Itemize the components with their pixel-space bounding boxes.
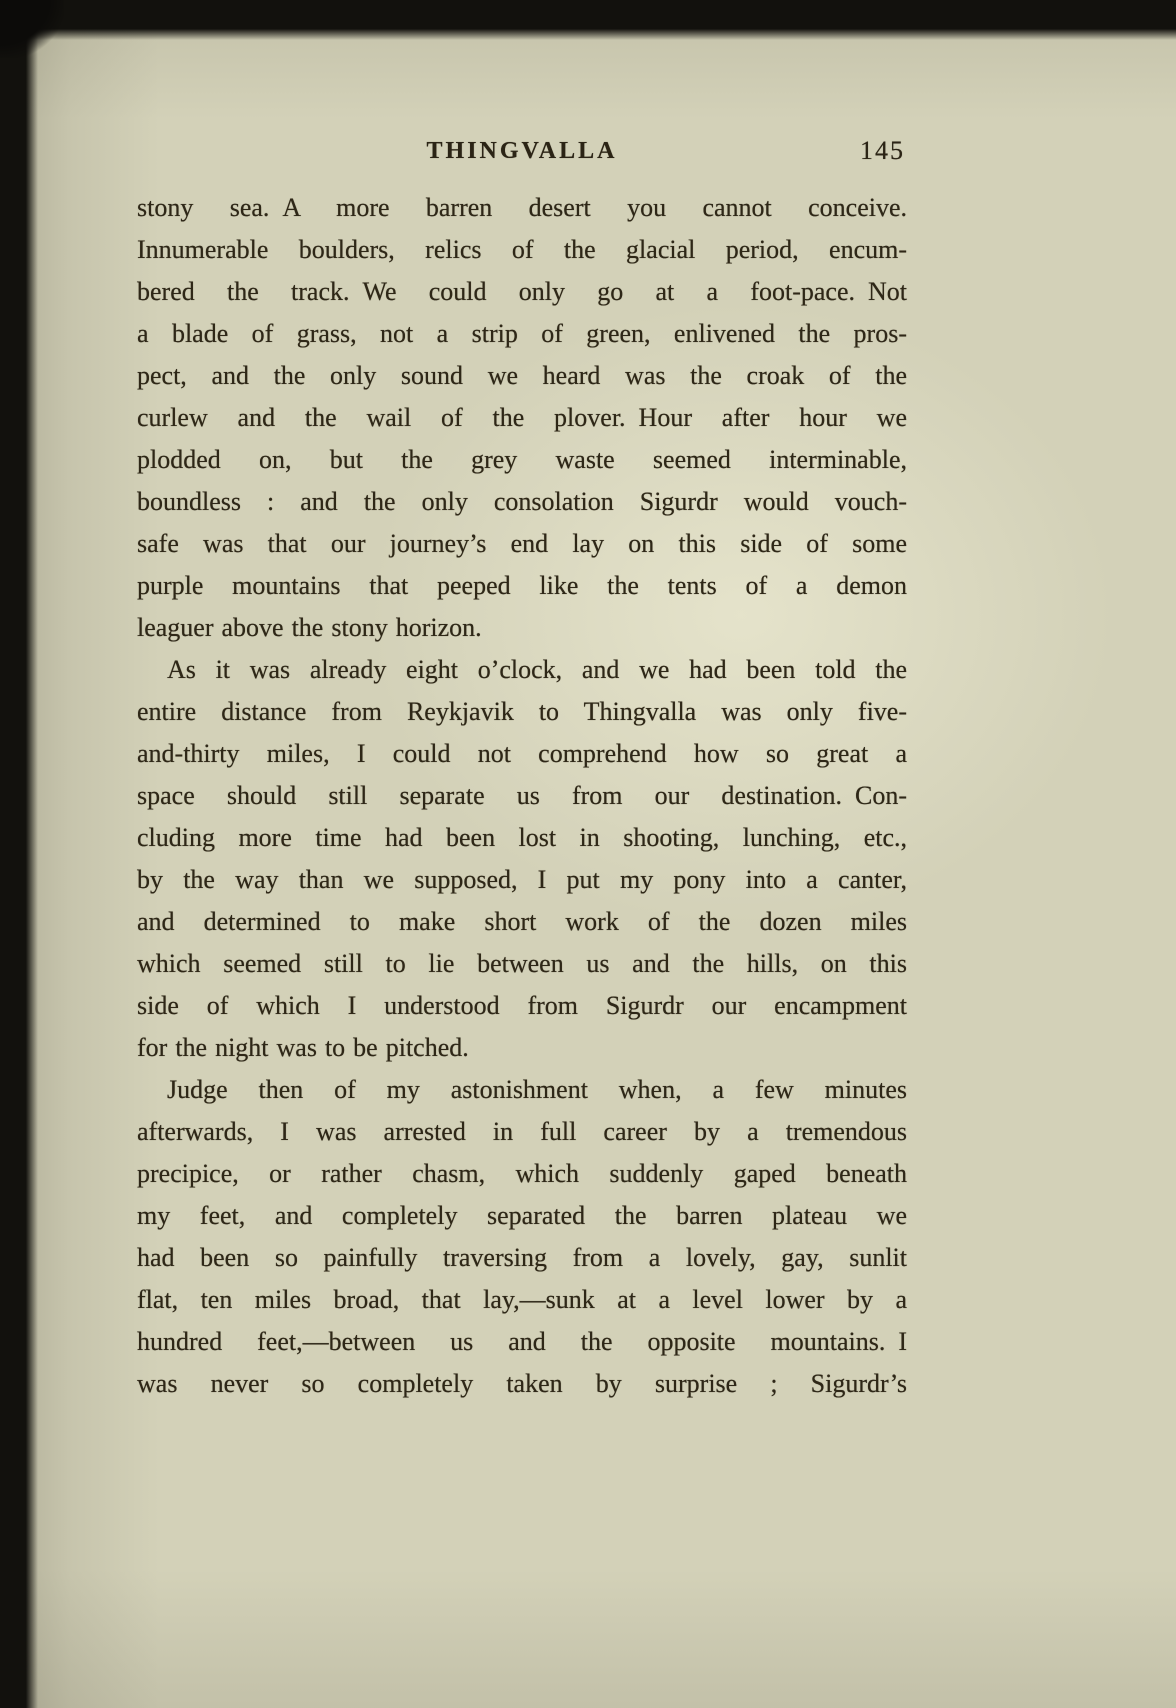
text-line: boundless : and the only consolation Sigurdr would vouch- — [137, 487, 907, 516]
text-line: which seemed still to lie between us and the hills, on this — [137, 949, 907, 978]
text-line: stony sea. A more barren desert you cannot conceive. — [137, 193, 907, 222]
text-line: leaguer above the stony horizon. — [137, 613, 482, 642]
text-line: and-thirty miles, I could not comprehend how so great a — [137, 739, 907, 768]
text-line: precipice, or rather chasm, which suddenly gaped beneath — [137, 1159, 907, 1188]
text-line: by the way than we supposed, I put my pony into a canter, — [137, 865, 907, 894]
text-line: plodded on, but the grey waste seemed interminable, — [137, 445, 907, 474]
page-title: THINGVALLA — [426, 138, 618, 164]
text-line: a blade of grass, not a strip of green, enlivened the pros- — [137, 319, 907, 348]
scan-corner-top-left — [0, 0, 64, 58]
text-line: curlew and the wail of the plover. Hour after hour we — [137, 403, 907, 432]
text-line: entire distance from Reykjavik to Thingvalla was only five- — [137, 697, 907, 726]
text-line: flat, ten miles broad, that lay,—sunk at a level lower by a — [137, 1285, 907, 1314]
page-body — [137, 187, 907, 1405]
text-line: Innumerable boulders, relics of the glacial period, encum- — [137, 235, 907, 264]
scan-edge-top — [0, 0, 1176, 40]
text-line: cluding more time had been lost in shooting, lunching, etc., — [137, 823, 907, 852]
text-line: was never so completely taken by surprise ; Sigurdr’s — [137, 1369, 907, 1398]
text-line: afterwards, I was arrested in full career by a tremendous — [137, 1117, 907, 1146]
text-line: and determined to make short work of the dozen miles — [137, 907, 907, 936]
text-line: safe was that our journey’s end lay on this side of some — [137, 529, 907, 558]
page-header — [137, 138, 907, 174]
text-line: purple mountains that peeped like the tents of a demon — [137, 571, 907, 600]
text-line: for the night was to be pitched. — [137, 1033, 469, 1062]
text-line: Judge then of my astonishment when, a few minutes — [167, 1075, 907, 1104]
scan-edge-left — [0, 0, 38, 1708]
text-line: pect, and the only sound we heard was the croak of the — [137, 361, 907, 390]
page-number: 145 — [860, 136, 905, 165]
text-line: had been so painfully traversing from a lovely, gay, sunlit — [137, 1243, 907, 1272]
text-line: hundred feet,—between us and the opposite mountains. I — [137, 1327, 907, 1356]
text-line: my feet, and completely separated the barren plateau we — [137, 1201, 907, 1230]
text-line: space should still separate us from our destination. Con- — [137, 781, 907, 810]
text-line: bered the track. We could only go at a foot-pace. Not — [137, 277, 907, 306]
text-line: As it was already eight o’clock, and we had been told the — [167, 655, 907, 684]
text-line: side of which I understood from Sigurdr our encampment — [137, 991, 907, 1020]
